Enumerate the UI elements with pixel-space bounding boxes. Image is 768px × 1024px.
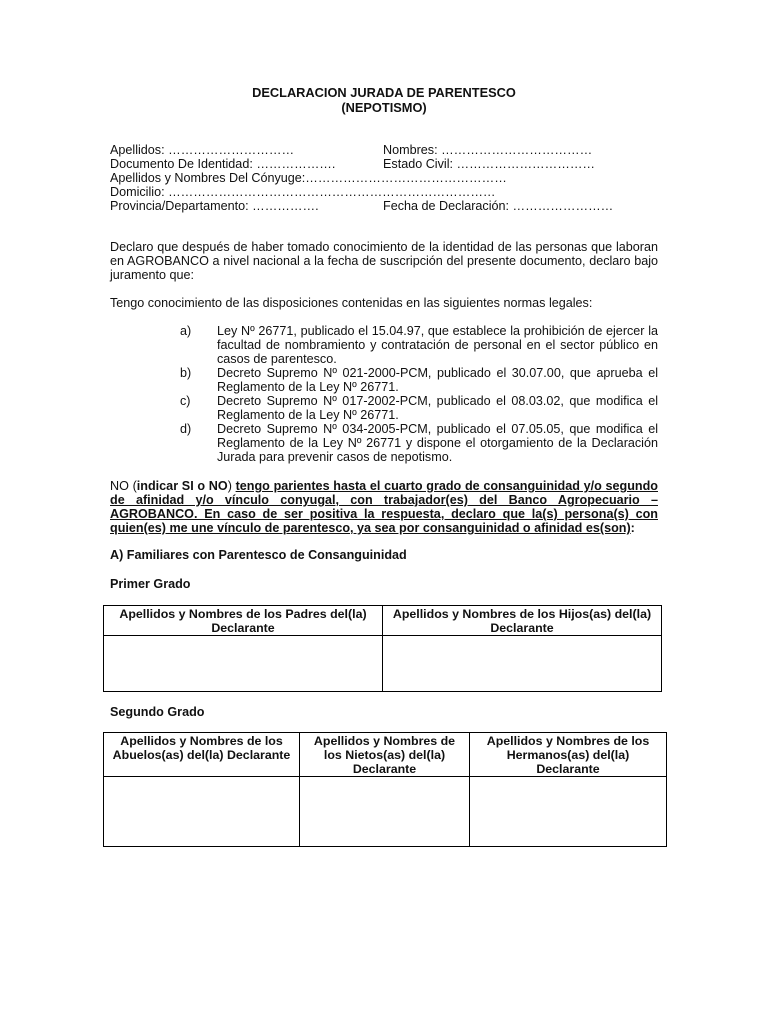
declaration-paragraph: Declaro que después de haber tomado conocimiento de la identidad de las personas que laboran en AGROBANCO a nivel nacional a la fecha de suscripción del presente documento, declaro bajo juramento que: xyxy=(110,240,658,282)
norma-item-a xyxy=(180,324,658,366)
normas-intro: Tengo conocimiento de las disposiciones contenidas en las siguientes normas legales: xyxy=(110,296,593,310)
field-fecha[interactable]: Fecha de Declaración: …………………… xyxy=(383,199,614,213)
statement-paragraph xyxy=(110,479,658,535)
norma-text: Decreto Supremo Nº 017-2002-PCM, publicado el 08.03.02, que modifica el Reglamento de la Ley Nº 26771. xyxy=(217,394,658,422)
norma-letter: b) xyxy=(180,366,192,380)
norma-letter: c) xyxy=(180,394,191,408)
primer-grado-table xyxy=(103,605,662,692)
cell-hijos[interactable] xyxy=(383,636,662,692)
cell-padres[interactable] xyxy=(104,636,383,692)
norma-letter: a) xyxy=(180,324,192,338)
statement-suffix: : xyxy=(630,521,635,535)
field-estado-civil[interactable]: Estado Civil: …………………………… xyxy=(383,157,596,171)
field-nombres[interactable]: Nombres: ……………………………… xyxy=(383,143,593,157)
norma-letter: d) xyxy=(180,422,192,436)
cell-nietos[interactable] xyxy=(300,777,470,847)
section-a-heading: A) Familiares con Parentesco de Consanguinidad xyxy=(110,548,407,562)
document-subtitle: (NEPOTISMO) xyxy=(341,100,427,115)
segundo-grado-table xyxy=(103,732,667,847)
field-provincia[interactable]: Provincia/Departamento: ……………. xyxy=(110,199,319,213)
document-title: DECLARACION JURADA DE PARENTESCO xyxy=(252,85,516,100)
statement-body: tengo parientes hasta el cuarto grado de consanguinidad y/o segundo de afinidad y/o vínculo conyugal, con trabajador(es) del Banco Agropecuario – AGROBANCO. En caso de ser positiva la respuesta, declaro que la(s) persona(s) con quien(es) me une vínculo de parentesco, ya sea por consanguinidad o afinidad es(son) xyxy=(110,479,658,535)
norma-text: Decreto Supremo Nº 034-2005-PCM, publicado el 07.05.05, que modifica el Reglamento de la Ley Nº 26771 y dispone el otorgamiento de la Declaración Jurada para prevenir casos de nepotismo. xyxy=(217,422,658,464)
norma-item-d xyxy=(180,422,658,464)
statement-close: ) xyxy=(227,479,236,493)
field-apellidos[interactable]: Apellidos: ………………………… xyxy=(110,143,295,157)
statement-instruction: indicar SI o NO xyxy=(136,479,228,493)
norma-item-c xyxy=(180,394,658,422)
statement-answer[interactable]: NO ( xyxy=(110,479,137,493)
header-padres: Apellidos y Nombres de los Padres del(la) Declarante xyxy=(104,606,383,636)
field-conyuge[interactable]: Apellidos y Nombres Del Cónyuge:………………………………………… xyxy=(110,171,507,185)
field-domicilio[interactable]: Domicilio: …………………………………………………………………… xyxy=(110,185,496,199)
norma-text: Ley Nº 26771, publicado el 15.04.97, que establece la prohibición de ejercer la facultad de nombramiento y contratación de personal en el sector público en casos de parentesco. xyxy=(217,324,658,366)
norma-item-b xyxy=(180,366,658,394)
header-nietos: Apellidos y Nombres de los Nietos(as) del(la) Declarante xyxy=(300,733,470,777)
primer-grado-label: Primer Grado xyxy=(110,577,191,591)
cell-hermanos[interactable] xyxy=(470,777,667,847)
norma-text: Decreto Supremo Nº 021-2000-PCM, publicado el 30.07.00, que aprueba el Reglamento de la Ley Nº 26771. xyxy=(217,366,658,394)
cell-abuelos[interactable] xyxy=(104,777,300,847)
header-abuelos: Apellidos y Nombres de los Abuelos(as) del(la) Declarante xyxy=(104,733,300,777)
field-documento[interactable]: Documento De Identidad: ………………. xyxy=(110,157,336,171)
header-hijos: Apellidos y Nombres de los Hijos(as) del(la) Declarante xyxy=(383,606,662,636)
header-hermanos: Apellidos y Nombres de los Hermanos(as) del(la) Declarante xyxy=(470,733,667,777)
segundo-grado-label: Segundo Grado xyxy=(110,705,205,719)
